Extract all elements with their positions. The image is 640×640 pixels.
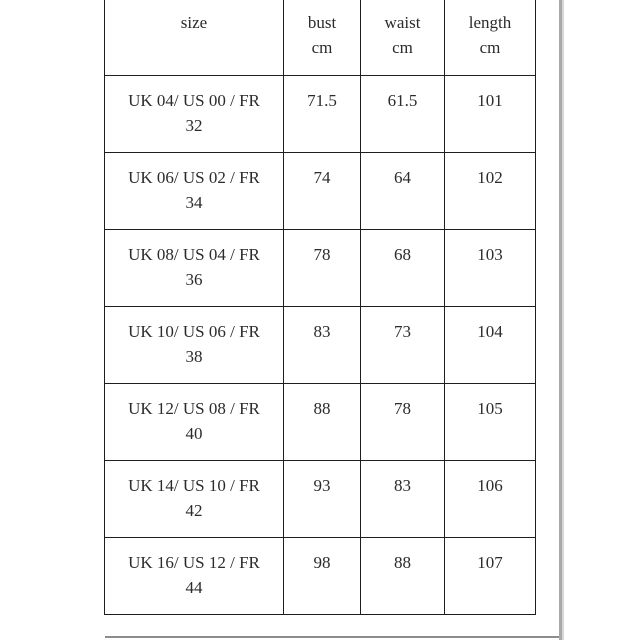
size-label: UK 04/ US 00 / FR	[128, 91, 260, 110]
header-waist	[361, 0, 445, 76]
header-length-label: length	[468, 13, 512, 32]
waist-cell: 88	[361, 538, 445, 615]
table-row	[105, 76, 536, 153]
header-length-unit: cm	[479, 38, 501, 57]
size-cell	[105, 307, 284, 384]
bust-cell: 78	[284, 230, 361, 307]
table-row	[105, 307, 536, 384]
header-bust-label: bust	[307, 13, 337, 32]
size-label: UK 06/ US 02 / FR	[128, 168, 260, 187]
size-fr-value: 38	[185, 347, 203, 366]
size-label: UK 16/ US 12 / FR	[128, 553, 260, 572]
bottom-divider	[105, 636, 559, 638]
size-label: UK 10/ US 06 / FR	[128, 322, 260, 341]
waist-cell: 61.5	[361, 76, 445, 153]
waist-cell: 78	[361, 384, 445, 461]
bust-cell: 93	[284, 461, 361, 538]
size-fr-value: 34	[185, 193, 203, 212]
length-cell: 106	[445, 461, 536, 538]
waist-cell: 64	[361, 153, 445, 230]
header-length	[445, 0, 536, 76]
size-label: UK 12/ US 08 / FR	[128, 399, 260, 418]
length-cell: 102	[445, 153, 536, 230]
size-fr-value: 40	[185, 424, 203, 443]
size-cell	[105, 153, 284, 230]
header-size-label: size	[180, 13, 208, 32]
size-fr-value: 32	[185, 116, 203, 135]
length-cell: 104	[445, 307, 536, 384]
bust-cell: 74	[284, 153, 361, 230]
size-fr-value: 42	[185, 501, 203, 520]
length-cell: 107	[445, 538, 536, 615]
length-cell: 103	[445, 230, 536, 307]
header-bust	[284, 0, 361, 76]
header-waist-unit: cm	[392, 38, 413, 57]
waist-cell: 73	[361, 307, 445, 384]
size-label: UK 08/ US 04 / FR	[128, 245, 260, 264]
table-row	[105, 153, 536, 230]
size-cell	[105, 76, 284, 153]
length-cell: 101	[445, 76, 536, 153]
table-row	[105, 384, 536, 461]
size-cell	[105, 538, 284, 615]
size-chart-table	[104, 0, 536, 615]
waist-cell: 68	[361, 230, 445, 307]
bust-cell: 88	[284, 384, 361, 461]
header-bust-unit: cm	[311, 38, 333, 57]
bust-cell: 98	[284, 538, 361, 615]
size-fr-value: 36	[185, 270, 203, 289]
table-row	[105, 230, 536, 307]
page-edge-shadow	[562, 0, 564, 640]
size-label: UK 14/ US 10 / FR	[128, 476, 260, 495]
bust-cell: 83	[284, 307, 361, 384]
size-cell	[105, 230, 284, 307]
size-cell	[105, 461, 284, 538]
bust-cell: 71.5	[284, 76, 361, 153]
size-fr-value: 44	[185, 578, 203, 597]
table-row	[105, 461, 536, 538]
header-size	[105, 0, 284, 76]
waist-cell: 83	[361, 461, 445, 538]
table-row	[105, 538, 536, 615]
length-cell: 105	[445, 384, 536, 461]
size-cell	[105, 384, 284, 461]
table-header-row	[105, 0, 536, 76]
header-waist-label: waist	[384, 13, 421, 32]
